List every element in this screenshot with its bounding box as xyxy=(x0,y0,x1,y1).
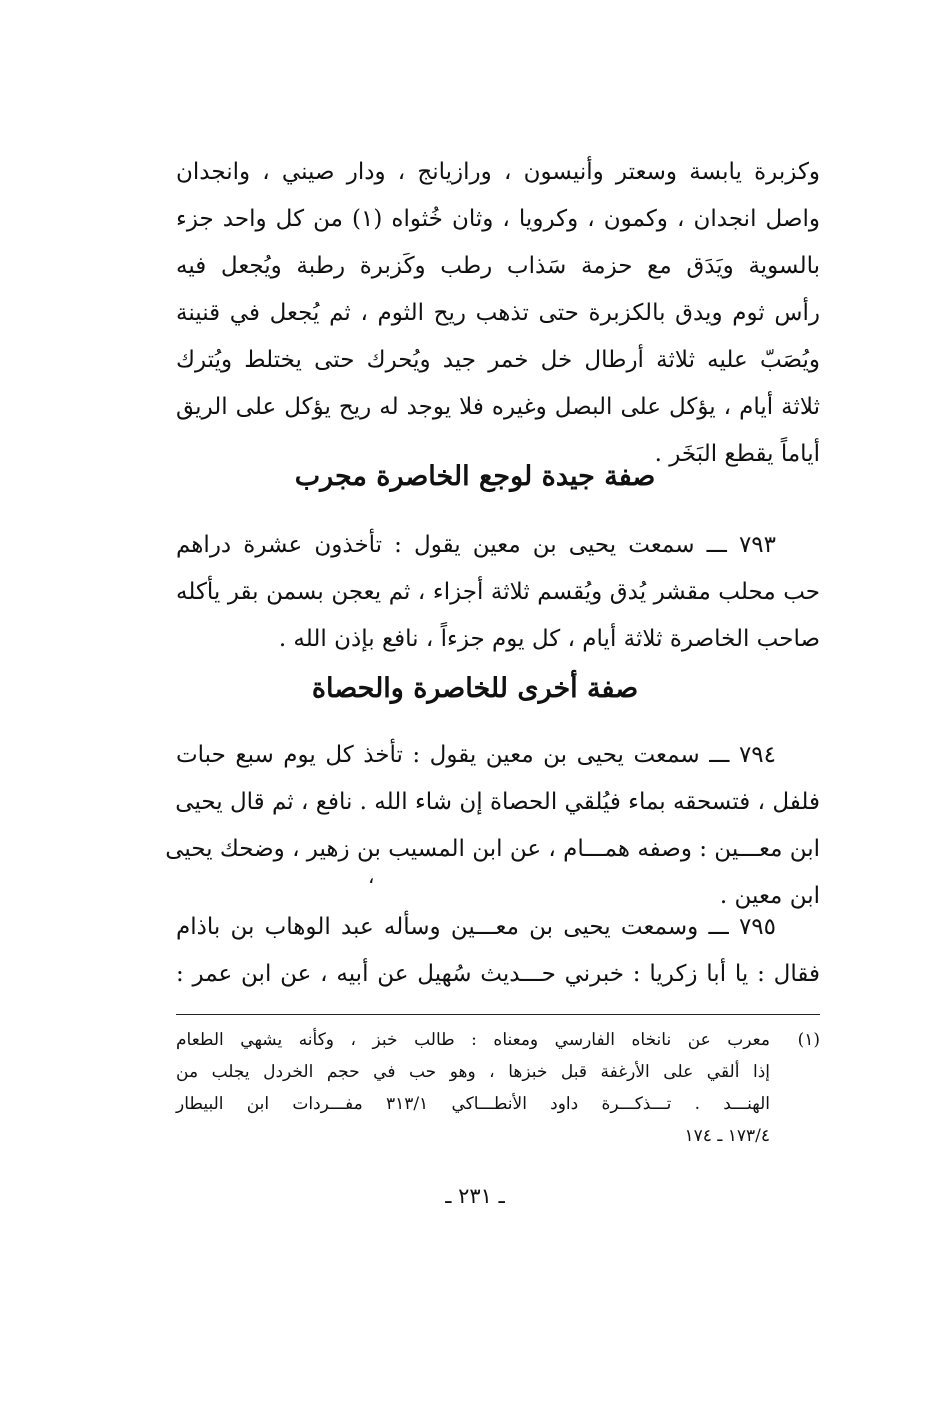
text-line: ٧٩٣ ـــ سمعت يحيى بن معين يقول : تأخذون عشرة دراهم xyxy=(176,532,776,558)
text-line: فلفل ، فتسحقه بماء فيُلقي الحصاة إن شاء الله . نافع ، ثم قال يحيى xyxy=(175,789,820,815)
paragraph-794 xyxy=(165,732,820,920)
text-line: ابن معـــين : وصفه همـــام ، عن ابن المسيب بن زهير ، وضحك يحيى xyxy=(165,836,820,862)
section-heading: صفة جيدة لوجع الخاصرة مجرب xyxy=(294,461,656,492)
paragraph-793 xyxy=(176,522,820,663)
text-line: حب محلب مقشر يُدق ويُقسم ثلاثة أجزاء ، ثم يعجن بسمن بقر يأكله xyxy=(176,579,820,605)
paragraph-795 xyxy=(176,904,820,998)
text-line: وكزبرة يابسة وسعتر وأنيسون ، ورازيانج ، ودار صيني ، وانجدان xyxy=(176,159,820,185)
paragraph-recipe-continuation xyxy=(176,149,820,478)
stray-mark: ، xyxy=(368,864,375,888)
text-line: بالسوية ويَدَق مع حزمة سَذاب رطب وكَزبرة رطبة ويُجعل فيه xyxy=(176,253,820,279)
text-line: ٧٩٥ ـــ وسمعت يحيى بن معـــين وسأله عبد الوهاب بن باذام xyxy=(176,914,776,940)
text-line: ثلاثة أيام ، يؤكل على البصل وغيره فلا يوجد له ريح يؤكل على الريق xyxy=(176,394,820,420)
footnote-line: معرب عن نانخاه الفارسي ومعناه : طالب خبز ، وكأنه يشهي الطعام xyxy=(176,1030,770,1050)
text-line: صاحب الخاصرة ثلاثة أيام ، كل يوم جزءاً ، نافع بإذن الله . xyxy=(278,626,820,652)
text-line: واصل انجدان ، وكمون ، وكرويا ، وثان خُثواه (١) من كل واحد جزء xyxy=(176,206,820,232)
footnote-line: الهنـــد . تـــذكـــرة داود الأنطـــاكي ٣١٣/١ مفـــردات ابن البيطار xyxy=(176,1094,770,1114)
footnote xyxy=(176,1024,820,1152)
text-line: ٧٩٤ ـــ سمعت يحيى بن معين يقول : تأخذ كل يوم سبع حبات xyxy=(176,742,776,768)
text-line: فقال : يا أبا زكريا : خبرني حـــديث سُهيل عن أبيه ، عن ابن عمر : xyxy=(176,961,820,987)
section-heading: صفة أخرى للخاصرة والحصاة xyxy=(311,673,639,704)
text-line: أياماً يقطع البَخَر . xyxy=(654,441,820,467)
footnote-separator xyxy=(176,1014,820,1015)
footnote-marker: (١) xyxy=(797,1030,820,1050)
footnote-line: ١٧٣/٤ ـ ١٧٤ xyxy=(684,1126,770,1146)
page-number: ـ ٢٣١ ـ xyxy=(445,1184,505,1208)
text-line: ويُصَبّ عليه ثلاثة أرطال خل خمر جيد ويُحرك حتى يختلط ويُترك xyxy=(176,347,820,373)
text-line: رأس ثوم ويدق بالكزبرة حتى تذهب ريح الثوم ، ثم يُجعل في قنينة xyxy=(176,300,820,326)
footnote-line: إذا ألقي على الأرغفة قبل خبزها ، وهو حب في حجم الخردل يجلب من xyxy=(176,1062,770,1082)
text-line: ابن معين . xyxy=(719,883,820,909)
